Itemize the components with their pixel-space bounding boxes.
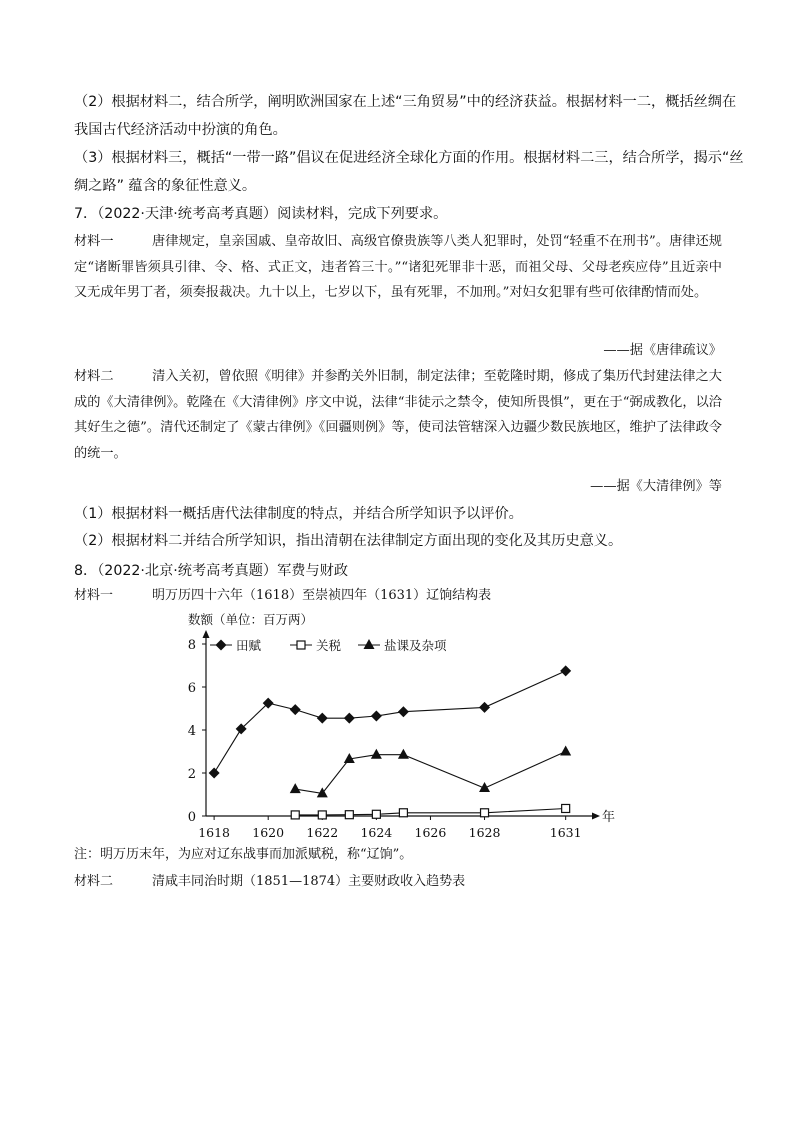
y-axis-label: 数额（单位：百万两） xyxy=(188,612,314,627)
q7-material-1-source: ——据《唐律疏议》 xyxy=(603,343,722,358)
x-tick-label: 1626 xyxy=(414,825,447,840)
q6-part3-line2: 绸之路” 蕴含的象征性意义。 xyxy=(74,178,257,194)
data-point xyxy=(560,665,571,676)
legend-label: 盐课及杂项 xyxy=(384,638,447,653)
q8-material-1-caption: 明万历四十六年（1618）至崇祯四年（1631）辽饷结构表 xyxy=(152,588,492,603)
q6-part2-line1: （2）根据材料二，结合所学，阐明欧洲国家在上述“三角贸易”中的经济获益。根据材料一二，概括丝绸在 xyxy=(74,94,737,110)
y-tick-label: 6 xyxy=(187,681,196,696)
y-tick-label: 4 xyxy=(187,724,196,739)
y-tick-label: 2 xyxy=(187,767,196,782)
q8-chart-note: 注：明万历末年，为应对辽东战事而加派赋税，称“辽饷”。 xyxy=(74,847,413,862)
x-tick-label: 1628 xyxy=(468,825,501,840)
q7-material-1 xyxy=(74,229,722,331)
legend-label: 田赋 xyxy=(236,638,262,653)
x-axis-arrow xyxy=(592,813,600,820)
data-point xyxy=(290,783,301,793)
q6-part2-line2: 我国古代经济活动中扮演的角色。 xyxy=(74,122,287,138)
data-point xyxy=(371,711,382,722)
q7-material-1-label: 材料一 xyxy=(74,234,114,249)
data-point xyxy=(481,809,489,817)
data-point xyxy=(479,702,490,713)
data-point xyxy=(398,749,409,759)
liao-xiang-line-chart xyxy=(180,608,620,842)
y-axis-arrow xyxy=(203,630,210,638)
legend-marker xyxy=(297,641,305,649)
x-tick-label: 1618 xyxy=(198,825,231,840)
data-point xyxy=(317,713,328,724)
series-line xyxy=(295,809,566,815)
q6-part3-line1: （3）根据材料三，概括“一带一路”倡议在促进经济全球化方面的作用。根据材料二三，结合所学，揭示“丝 xyxy=(74,150,744,166)
legend-marker xyxy=(364,639,375,649)
q8-material-1-label: 材料一 xyxy=(74,588,114,603)
q7-question-1: （1）根据材料一概括唐代法律制度的特点，并结合所学知识予以评价。 xyxy=(74,506,523,522)
q8-heading: 8．（2022·北京·统考高考真题）军费与财政 xyxy=(74,563,349,579)
x-tick-label: 1631 xyxy=(549,825,582,840)
data-point xyxy=(209,768,220,779)
q8-material-2-label: 材料二 xyxy=(74,874,114,889)
data-point xyxy=(344,713,355,724)
data-point xyxy=(560,746,571,756)
series-3 xyxy=(290,746,571,798)
q7-material-2 xyxy=(74,364,722,466)
series-line xyxy=(214,671,566,773)
legend-label: 关税 xyxy=(316,638,342,653)
q7-material-2-label: 材料二 xyxy=(74,369,114,384)
data-point xyxy=(562,804,570,812)
series-line xyxy=(295,752,566,794)
q7-material-2-text: 清入关初，曾依照《明律》并参酌关外旧制，制定法律；至乾隆时期，修成了集历代封建法律之大成的《大清律例》。乾隆在《大清律例》序文中说，法律“非徒示之禁令，使知所畏惧”，更在于“弼成教化，以洽其好生之德”。清代还制定了《蒙古律例》《回疆则例》等，使司法管辖深入边疆少数民族地区，维护了法律政令的统一。 xyxy=(74,369,722,461)
q7-material-1-text: 唐律规定，皇亲国戚、皇帝故旧、高级官僚贵族等八类人犯罪时，处罚“轻重不在刑书”。唐律还规定“诸断罪皆须具引律、令、格、式正文，违者笞三十。”“诸犯死罪非十恶，而祖父母、父母老疾应侍”且近亲中又无成年男丁者，须奏报裁决。九十以上，七岁以下，虽有死罪，不加刑。”对妇女犯罪有些可依律酌情而处。 xyxy=(74,234,722,300)
x-axis-label: 年 xyxy=(602,810,616,825)
data-point xyxy=(318,811,326,819)
legend xyxy=(210,638,447,653)
data-point xyxy=(398,706,409,717)
q8-material-1 xyxy=(74,584,491,608)
data-point xyxy=(291,811,299,819)
y-tick-label: 0 xyxy=(187,810,196,825)
legend-marker xyxy=(216,640,227,651)
y-tick-label: 8 xyxy=(187,638,196,653)
x-tick-label: 1620 xyxy=(252,825,285,840)
x-tick-label: 1624 xyxy=(360,825,393,840)
data-point xyxy=(345,811,353,819)
q7-heading: 7．（2022·天津·统考高考真题）阅读材料，完成下列要求。 xyxy=(74,206,448,222)
q8-material-2-caption: 清咸丰同治时期（1851—1874）主要财政收入趋势表 xyxy=(152,874,466,889)
data-point xyxy=(371,749,382,759)
data-point xyxy=(399,809,407,817)
data-point xyxy=(372,810,380,818)
q7-material-2-source: ——据《大清律例》等 xyxy=(590,479,722,494)
q8-material-2 xyxy=(74,870,465,894)
data-point xyxy=(290,704,301,715)
series-1 xyxy=(209,665,572,778)
q7-question-2: （2）根据材料二并结合所学知识，指出清朝在法律制定方面出现的变化及其历史意义。 xyxy=(74,533,623,549)
x-tick-label: 1622 xyxy=(306,825,339,840)
